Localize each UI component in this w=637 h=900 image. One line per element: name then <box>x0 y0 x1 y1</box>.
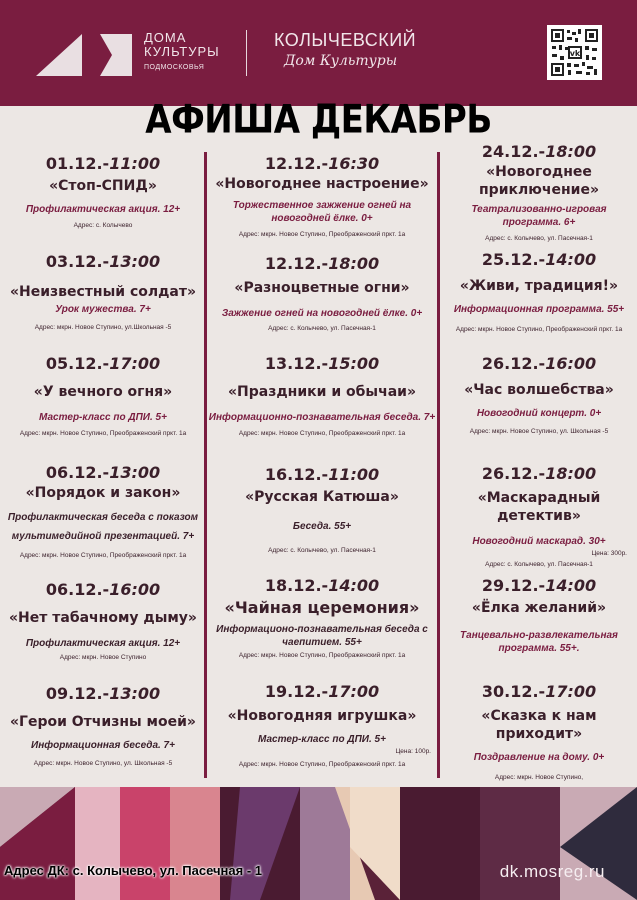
event-datetime <box>207 354 437 373</box>
event-card <box>4 580 202 661</box>
event-date: 13.12.- <box>264 354 329 373</box>
event-datetime <box>4 252 202 271</box>
event-date: 06.12.- <box>45 463 110 482</box>
event-description: Новогодний концерт. 0+ <box>476 408 602 419</box>
event-address: Адрес: мкрн. Новое Ступино, Преображенский пркт. 1а <box>238 652 406 659</box>
event-datetime <box>441 142 637 161</box>
header-divider <box>246 30 247 76</box>
event-datetime <box>441 354 637 373</box>
event-card <box>4 684 202 767</box>
event-title: «Живи, традиция!» <box>459 278 619 294</box>
event-address: Адрес: мкрн. Новое Ступино, Преображенский пркт. 1а <box>238 761 406 768</box>
event-description: Профилактическая акция. 12+ <box>25 204 181 215</box>
event-title: «Новогодняя игрушка» <box>227 708 417 724</box>
event-card <box>207 465 437 554</box>
event-datetime <box>441 576 637 595</box>
event-time: 16:00 <box>545 354 597 373</box>
event-description: Театрализованно-игровая программа. 6+ <box>471 204 607 228</box>
event-card <box>207 576 437 659</box>
event-datetime <box>207 465 437 484</box>
event-title: «Час волшебства» <box>464 382 614 398</box>
event-datetime <box>207 254 437 273</box>
dk-logo-icon <box>34 32 134 78</box>
event-address: Адрес: мкрн. Новое Ступино, Преображенский пркт. 1а <box>19 552 187 559</box>
svg-text:vk: vk <box>569 49 581 58</box>
event-title: «Русская Катюша» <box>245 489 399 505</box>
event-price: Цена: 100р. <box>395 748 431 755</box>
event-title: «Неизвестный солдат» <box>9 284 197 300</box>
kolychevsky-script: Дом Культуры <box>284 53 398 69</box>
event-date: 01.12.- <box>45 154 110 173</box>
event-datetime <box>4 154 202 173</box>
event-datetime <box>441 464 637 483</box>
event-title: «Праздники и обычаи» <box>228 384 416 400</box>
event-date: 26.12.- <box>481 464 546 483</box>
event-datetime <box>4 354 202 373</box>
event-address: Адрес: с. Колычево, ул. Пасечная-1 <box>268 547 376 554</box>
event-title: «Новогоднее настроение» <box>215 176 429 192</box>
event-description: Информационная беседа. 7+ <box>31 740 175 751</box>
event-title: «Новогоднее приключение» <box>479 164 599 198</box>
event-address: Адрес: мкрн. Новое Ступино, Преображенский пркт. 1а <box>238 231 406 238</box>
event-time: 18:00 <box>545 142 597 161</box>
event-date: 16.12.- <box>264 465 329 484</box>
footer-pattern-icon <box>0 787 637 900</box>
event-card <box>441 682 637 781</box>
event-card <box>4 354 202 437</box>
event-description: Информационная программа. 55+ <box>453 304 625 315</box>
event-datetime <box>441 682 637 701</box>
event-address: Адрес: мкрн. Новое Ступино <box>59 654 147 661</box>
footer-band <box>0 787 637 900</box>
event-card <box>441 576 637 655</box>
column-divider-right <box>437 152 440 778</box>
event-address: Адрес: с. Колычево, ул. Пасечная-1 <box>268 325 376 332</box>
event-title: «Сказка к нам приходит» <box>481 708 597 742</box>
event-date: 26.12.- <box>481 354 546 373</box>
event-time: 17:00 <box>545 682 597 701</box>
event-datetime <box>207 682 437 701</box>
dk-line2: КУЛЬТУРЫ <box>144 44 220 59</box>
qr-code-icon[interactable] <box>547 25 602 80</box>
event-time: 16:30 <box>328 154 380 173</box>
event-title: «Ёлка желаний» <box>471 600 607 616</box>
event-description: Информационно-познавательная беседа. 7+ <box>208 412 436 423</box>
event-datetime <box>4 463 202 482</box>
event-description: Урок мужества. 7+ <box>55 304 151 315</box>
event-time: 17:00 <box>328 682 380 701</box>
event-time: 17:00 <box>109 354 161 373</box>
event-address: Адрес: с. Колычево <box>73 222 133 229</box>
event-time: 16:00 <box>109 580 161 599</box>
event-time: 13:00 <box>109 252 161 271</box>
event-address: Адрес: с. Колычево, ул. Пасечная-1 <box>485 561 593 568</box>
event-date: 05.12.- <box>45 354 110 373</box>
event-title: «Герои Отчизны моей» <box>10 714 196 730</box>
event-address: Адрес: мкрн. Новое Ступино, ул.Школьная -5 <box>34 324 172 331</box>
event-date: 09.12.- <box>45 684 110 703</box>
event-address: Адрес: мкрн. Новое Ступино, Преображенский пркт. 1а <box>238 430 406 437</box>
dk-address: Адрес ДК: с. Колычево, ул. Пасечная - 1 <box>4 863 262 878</box>
header-band <box>0 0 637 106</box>
event-description: Беседа. 55+ <box>292 521 352 532</box>
event-description: Мастер-класс по ДПИ. 5+ <box>258 734 386 745</box>
event-date: 29.12.- <box>481 576 546 595</box>
event-date: 12.12.- <box>264 154 329 173</box>
event-time: 13:00 <box>109 684 161 703</box>
dk-line1: ДОМА <box>144 30 187 45</box>
event-date: 18.12.- <box>264 576 329 595</box>
event-title: «Стоп-СПИД» <box>49 178 157 194</box>
event-time: 15:00 <box>328 354 380 373</box>
event-description: Новогодний маскарад. 30+ <box>472 536 606 547</box>
event-time: 11:00 <box>328 465 380 484</box>
dk-logo-text <box>144 31 220 73</box>
event-card <box>4 463 202 559</box>
event-datetime <box>4 580 202 599</box>
event-address: Адрес: мкрн. Новое Ступино, ул. Школьная -5 <box>33 760 173 767</box>
event-card <box>207 254 437 332</box>
event-card <box>441 464 637 568</box>
event-title: «Чайная церемония» <box>224 598 420 617</box>
event-time: 13:00 <box>109 463 161 482</box>
event-card <box>207 354 437 437</box>
event-date: 19.12.- <box>264 682 329 701</box>
dk-line3: ПОДМОСКОВЬЯ <box>144 64 205 71</box>
event-description: Зажжение огней на новогодней ёлке. 0+ <box>221 308 423 319</box>
event-description: Поздравление на дому. 0+ <box>473 752 605 763</box>
kolychevsky-logo <box>274 30 416 69</box>
event-card <box>441 250 637 333</box>
event-datetime <box>441 250 637 269</box>
event-title: «Нет табачному дыму» <box>9 610 197 626</box>
event-card <box>207 154 437 238</box>
event-card <box>4 252 202 331</box>
event-date: 30.12.- <box>481 682 546 701</box>
event-description: Торжественное зажжение огней на новогодней ёлке. 0+ <box>232 200 412 224</box>
event-title: «Разноцветные огни» <box>234 280 410 296</box>
event-time: 18:00 <box>328 254 380 273</box>
event-date: 25.12.- <box>481 250 546 269</box>
event-date: 06.12.- <box>45 580 110 599</box>
event-title: «Порядок и закон» <box>25 485 181 501</box>
event-date: 12.12.- <box>264 254 329 273</box>
event-time: 14:00 <box>545 576 597 595</box>
event-date: 24.12.- <box>481 142 546 161</box>
website-link[interactable]: dk.mosreg.ru <box>499 862 605 881</box>
poster-title: АФИША ДЕКАБРЬ <box>145 97 492 143</box>
event-address: Адрес: мкрн. Новое Ступино, <box>494 774 584 781</box>
event-date: 03.12.- <box>45 252 110 271</box>
event-datetime <box>207 576 437 595</box>
event-time: 11:00 <box>109 154 161 173</box>
event-datetime <box>4 684 202 703</box>
event-time: 14:00 <box>328 576 380 595</box>
event-description: Информационо-познавательная беседа с чаепитием. 55+ <box>216 624 428 648</box>
event-address: Адрес: мкрн. Новое Ступино, ул. Школьная -5 <box>469 428 609 435</box>
event-address: Адрес: мкрн. Новое Ступино, Преображенский пркт. 1а <box>455 326 623 333</box>
event-title: «Маскарадный детектив» <box>477 490 601 524</box>
event-time: 14:00 <box>545 250 597 269</box>
event-title: «У вечного огня» <box>33 384 173 400</box>
event-description: Профилактическая беседа с показом мультимедийной презентацией. 7+ <box>7 512 199 542</box>
event-card <box>441 354 637 435</box>
event-time: 18:00 <box>545 464 597 483</box>
event-card <box>207 682 437 768</box>
event-description: Мастер-класс по ДПИ. 5+ <box>39 412 167 423</box>
event-card <box>4 154 202 229</box>
event-description: Профилактическая акция. 12+ <box>25 638 181 649</box>
event-datetime <box>207 154 437 173</box>
kolychevsky-name: КОЛЫЧЕВСКИЙ <box>274 30 417 50</box>
event-price: Цена: 300р. <box>591 550 627 557</box>
event-address: Адрес: мкрн. Новое Ступино, Преображенский пркт. 1а <box>19 430 187 437</box>
event-description: Танцевально-развлекательная программа. 55+. <box>460 630 618 654</box>
event-address: Адрес: с. Колычево, ул. Пасечная-1 <box>485 235 593 242</box>
event-card <box>441 142 637 242</box>
